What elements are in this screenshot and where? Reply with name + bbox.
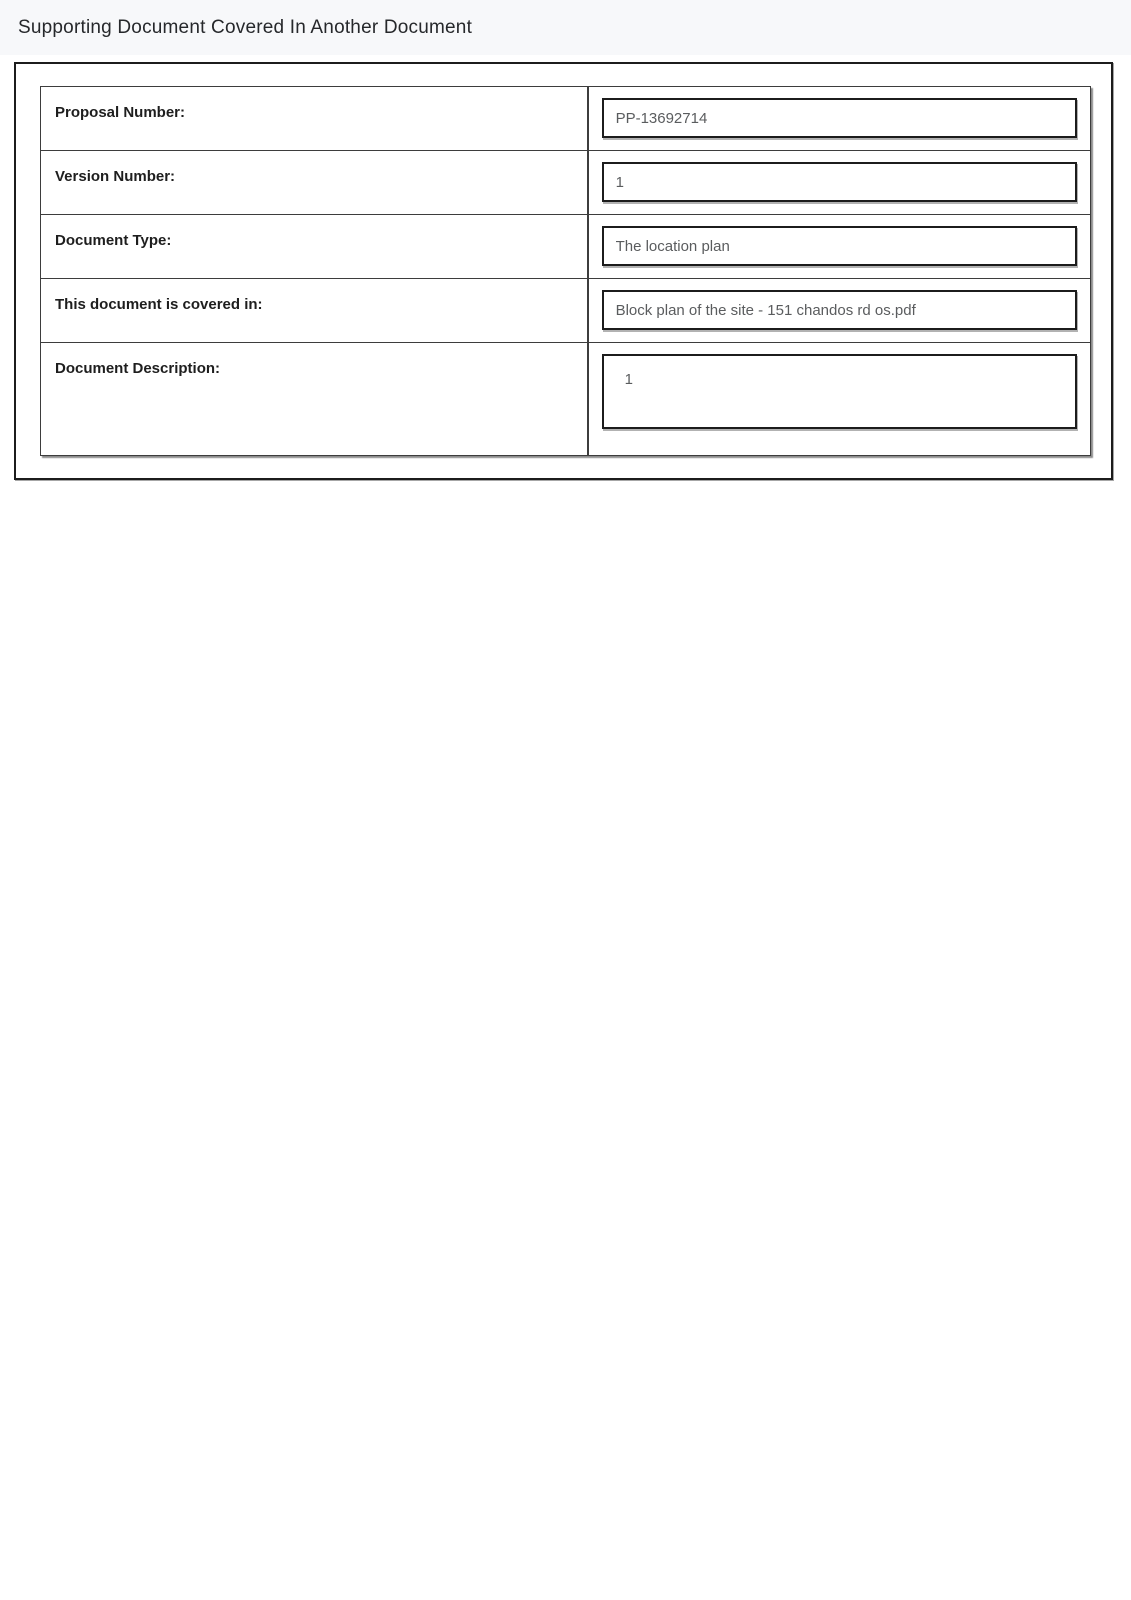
version-number-input[interactable] [602, 162, 1077, 202]
row-version-number [41, 151, 1090, 215]
document-description-input-cell [589, 343, 1090, 455]
row-document-type [41, 215, 1090, 279]
version-number-input-cell [589, 151, 1090, 214]
row-document-description [41, 343, 1090, 455]
covered-in-label-cell [41, 279, 589, 342]
document-type-label-cell [41, 215, 589, 278]
proposal-number-label-cell [41, 87, 589, 150]
document-description-textarea[interactable] [602, 354, 1077, 429]
proposal-number-label: Proposal Number: [55, 104, 186, 121]
row-proposal-number [41, 87, 1090, 151]
page-header [0, 0, 1131, 55]
document-type-label: Document Type: [55, 232, 172, 249]
document-description-label: Document Description: [55, 360, 221, 377]
document-type-input-cell [589, 215, 1090, 278]
covered-in-input-cell [589, 279, 1090, 342]
proposal-number-input[interactable] [602, 98, 1077, 138]
version-number-label-cell [41, 151, 589, 214]
document-type-input[interactable] [602, 226, 1077, 266]
covered-in-input[interactable] [602, 290, 1077, 330]
version-number-label: Version Number: [55, 168, 176, 185]
page-title: Supporting Document Covered In Another Document [18, 16, 473, 38]
proposal-number-input-cell [589, 87, 1090, 150]
document-container [14, 62, 1113, 480]
supporting-document-form [40, 86, 1091, 456]
covered-in-label: This document is covered in: [55, 296, 263, 313]
row-covered-in [41, 279, 1090, 343]
document-description-label-cell [41, 343, 589, 455]
